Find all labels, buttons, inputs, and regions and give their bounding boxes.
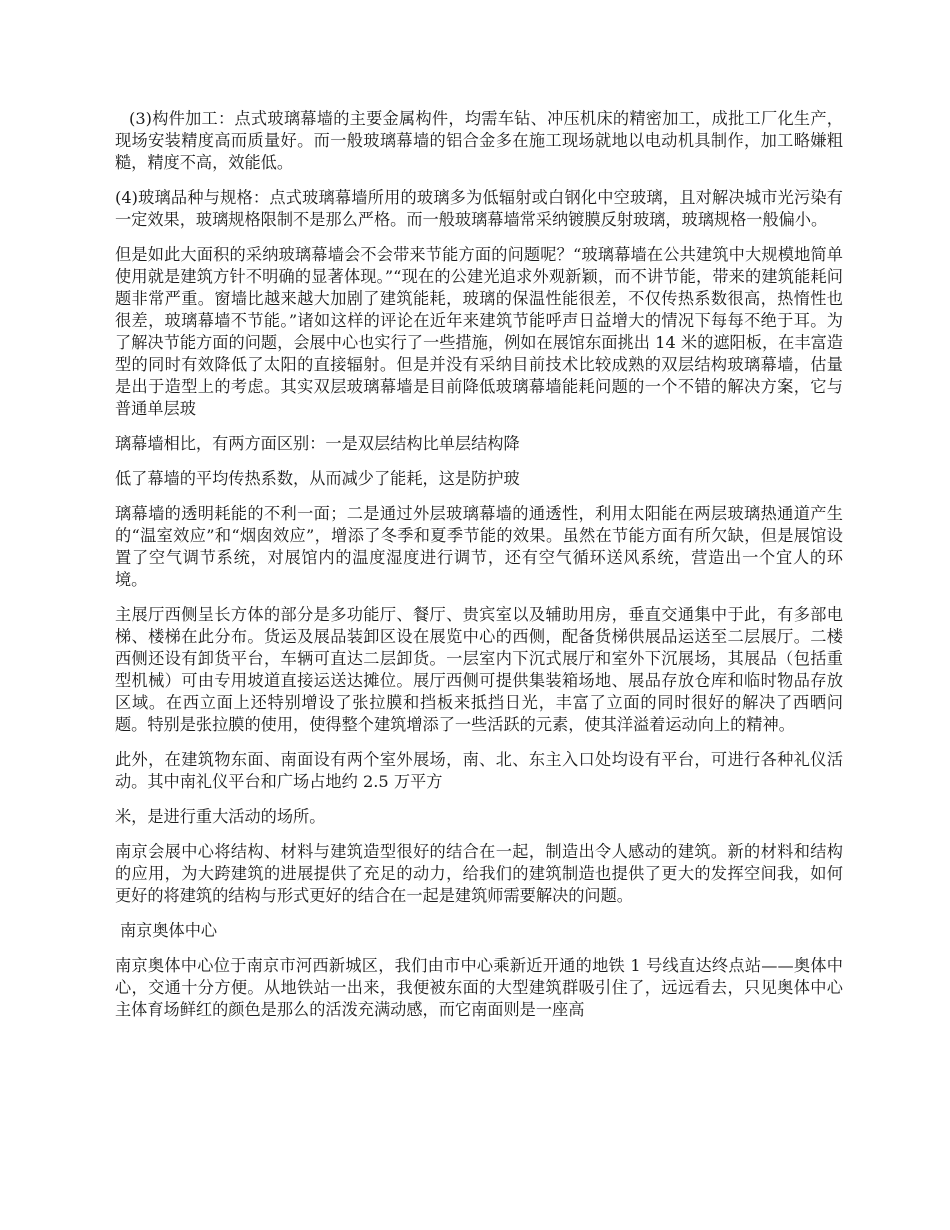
- document-page: [115, 108, 843, 1034]
- paragraph-double-layer-1: 璃幕墙相比，有两方面区别：一是双层结构比单层结构降: [115, 434, 520, 453]
- paragraph-energy-saving: 但是如此大面积的采纳玻璃幕墙会不会带来节能方面的问题呢？“玻璃幕墙在公共建筑中大规模地简单使用就是建筑方针不明确的显著体现。”“现在的公建光追求外观新颖，而不讲节能，带来的建筑能耗问题非常严重。窗墙比越来越大加剧了建筑能耗，玻璃的保温性能很差，不仅传热系数很高，热惰性也很差，玻璃幕墙不节能。”诸如这样的评论在近年来建筑节能呼声日益增大的情况下每每不绝于耳。为了解决节能方面的问题，会展中心也实行了一些措施，例如在展馆东面挑出 14 米的遮阳板，在丰富造型的同时有效降低了太阳的直接辐射。但是并没有采纳目前技术比较成熟的双层结构玻璃幕墙，估量是出于造型上的考虑。其实双层玻璃幕墙是目前降低玻璃幕墙能耗问题的一个不错的解决方案，它与普通单层玻: [115, 245, 843, 418]
- paragraph-outdoor-exhibition: 此外，在建筑物东面、南面设有两个室外展场，南、北、东主入口处均设有平台，可进行各种礼仪活动。其中南礼仪平台和广场占地约 2.5 万平方: [115, 750, 843, 791]
- paragraph-olympic-center-intro: 南京奥体中心位于南京市河西新城区，我们由市中心乘新近开通的地铁 1 号线直达终点站——奥体中心，交通十分方便。从地铁站一出来，我便被东面的大型建筑群吸引住了，远远看去，只见奥体中心主体育场鲜红的颜色是那么的活泼充满动感，而它南面则是一座高: [115, 956, 843, 1019]
- paragraph-glass-types: (4)玻璃品种与规格：点式玻璃幕墙所用的玻璃多为低辐射或白钢化中空玻璃，且对解决城市光污染有一定效果，玻璃规格限制不是那么严格。而一般玻璃幕墙常采纳镀膜反射玻璃，玻璃规格一般偏小。: [115, 188, 843, 229]
- paragraph-double-layer-2: 低了幕墙的平均传热系数，从而减少了能耗，这是防护玻: [115, 469, 520, 488]
- paragraph-west-hall: 主展厅西侧呈长方体的部分是多功能厅、餐厅、贵宾室以及辅助用房，垂直交通集中于此，有多部电梯、楼梯在此分布。货运及展品装卸区设在展览中心的西侧，配备货梯供展品运送至二层展厅。二楼西侧还设有卸货平台，车辆可直达二层卸货。一层室内下沉式展厅和室外下沉展场，其展品（包括重型机械）可由专用坡道直接运送达摊位。展厅西侧可提供集装箱场地、展品存放仓库和临时物品存放区域。在西立面上还特别增设了张拉膜和挡板来抵挡日光，丰富了立面的同时很好的解决了西晒问题。特别是张拉膜的使用，使得整个建筑增添了一些活跃的元素，使其洋溢着运动向上的精神。: [115, 605, 843, 734]
- section-heading-olympic-center: 南京奥体中心: [120, 921, 218, 940]
- paragraph-conclusion: 南京会展中心将结构、材料与建筑造型很好的结合在一起，制造出令人感动的建筑。新的材料和结构的应用，为大跨建筑的进展提供了充足的动力，给我们的建筑制造也提供了更大的发挥空间我，如何更好的将建筑的结构与形式更好的结合在一起是建筑师需要解决的问题。: [115, 842, 843, 905]
- paragraph-component-processing: (3)构件加工：点式玻璃幕墙的主要金属构件，均需车钻、冲压机床的精密加工，成批工厂化生产，现场安装精度高而质量好。而一般玻璃幕墙的铝合金多在施工现场就地以电动机具制作，加工略嫌粗糙，精度不高，效能低。: [115, 109, 843, 172]
- paragraph-double-layer-3: 璃幕墙的透明耗能的不利一面；二是通过外层玻璃幕墙的通透性，利用太阳能在两层玻璃热通道产生的“温室效应”和“烟囱效应”，增添了冬季和夏季节能的效果。虽然在节能方面有所欠缺，但是展馆设置了空气调节系统，对展馆内的温度湿度进行调节，还有空气循环送风系统，营造出一个宜人的环境。: [115, 504, 843, 589]
- paragraph-ceremony-site: 米，是进行重大活动的场所。: [115, 807, 326, 826]
